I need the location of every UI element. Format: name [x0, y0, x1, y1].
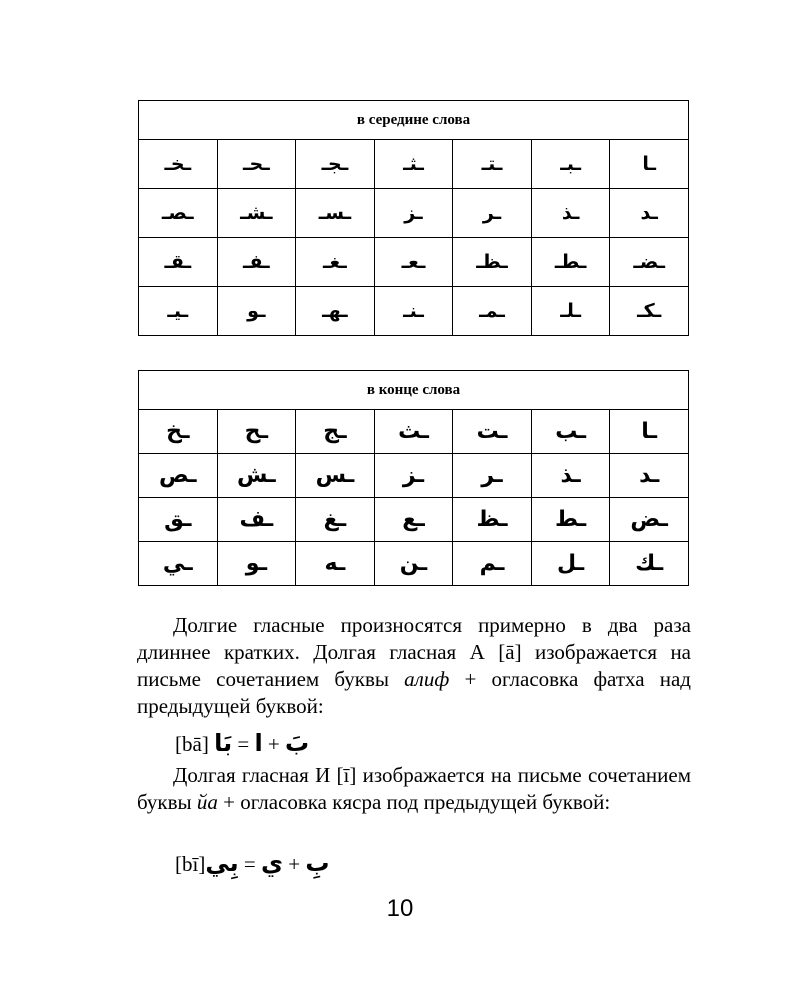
letter-cell: ـش	[217, 454, 296, 498]
letter-cell: ـضـ	[610, 238, 689, 287]
plus-sign: +	[288, 852, 301, 876]
letter-cell: ـثـ	[374, 140, 453, 189]
letter-cell: ـخـ	[139, 140, 218, 189]
formula-bi	[175, 848, 329, 879]
letter-cell: ـك	[610, 542, 689, 586]
letter-cell: ـز	[374, 454, 453, 498]
letter-cell: ـتـ	[453, 140, 532, 189]
letter-cell: ـع	[374, 498, 453, 542]
letter-cell: ـد	[610, 454, 689, 498]
letter-cell: ـسـ	[296, 189, 375, 238]
formula-part: ي	[260, 849, 283, 877]
letter-cell: ـيـ	[139, 287, 218, 336]
table-row	[139, 542, 689, 586]
letter-cell: ـن	[374, 542, 453, 586]
table-row	[139, 454, 689, 498]
table-row	[139, 140, 689, 189]
letter-cell: ـح	[217, 410, 296, 454]
letter-cell: ـز	[374, 189, 453, 238]
letter-cell: ـط	[531, 498, 610, 542]
letter-cell: ـذ	[531, 189, 610, 238]
letter-cell: ـد	[610, 189, 689, 238]
letter-cell: ـعـ	[374, 238, 453, 287]
letter-cell: ـظـ	[453, 238, 532, 287]
equals-sign: =	[237, 732, 250, 756]
long-vowel-a-paragraph	[137, 612, 691, 720]
table-row	[139, 189, 689, 238]
letter-cell: ـس	[296, 454, 375, 498]
letter-cell: ـب	[531, 410, 610, 454]
paragraph-text: Долгая гласная И [ī] изображается на письме сочетанием буквы	[137, 763, 691, 814]
letter-cell: ـق	[139, 498, 218, 542]
alif-term: алиф	[404, 667, 450, 691]
letter-cell: ـجـ	[296, 140, 375, 189]
formula-part: ا	[254, 729, 263, 757]
transcription: [bī]	[175, 852, 206, 876]
table-row	[139, 498, 689, 542]
letter-cell: ـا	[610, 140, 689, 189]
letter-cell: ـج	[296, 410, 375, 454]
letter-cell: ـصـ	[139, 189, 218, 238]
table-title: в конце слова	[139, 371, 689, 410]
letter-cell: ـكـ	[610, 287, 689, 336]
letter-cell: ـه	[296, 542, 375, 586]
letter-cell: ـص	[139, 454, 218, 498]
letter-cell: ـغ	[296, 498, 375, 542]
table-title: в середине слова	[139, 101, 689, 140]
letter-cell: ـا	[610, 410, 689, 454]
transcription: [bā]	[175, 732, 209, 756]
formula-result: بَا	[214, 729, 233, 757]
letter-cell: ـذ	[531, 454, 610, 498]
formula-part: بِ	[305, 849, 330, 877]
letter-cell: ـض	[610, 498, 689, 542]
letter-cell: ـم	[453, 542, 532, 586]
letter-cell: ـشـ	[217, 189, 296, 238]
formula-result: بِي	[205, 849, 239, 877]
table-row	[139, 238, 689, 287]
letter-cell: ـهـ	[296, 287, 375, 336]
paragraph-text: + огласовка кясра под предыдущей буквой:	[217, 790, 611, 814]
letters-middle-table	[138, 100, 689, 336]
equals-sign: =	[243, 852, 256, 876]
letter-cell: ـث	[374, 410, 453, 454]
letter-cell: ـخ	[139, 410, 218, 454]
table-row	[139, 287, 689, 336]
letter-cell: ـبـ	[531, 140, 610, 189]
plus-sign: +	[267, 732, 280, 756]
letter-cell: ـر	[453, 189, 532, 238]
letter-cell: ـنـ	[374, 287, 453, 336]
letter-cell: ـلـ	[531, 287, 610, 336]
letter-cell: ـغـ	[296, 238, 375, 287]
letter-cell: ـي	[139, 542, 218, 586]
letter-cell: ـو	[217, 542, 296, 586]
ya-term: йа	[196, 790, 218, 814]
paragraph-text: + огласовка фатха над предыдущей буквой:	[137, 667, 691, 718]
letter-cell: ـقـ	[139, 238, 218, 287]
letter-cell: ـل	[531, 542, 610, 586]
formula-ba	[175, 728, 309, 759]
letters-end-table	[138, 370, 689, 586]
paragraph-text: Долгие гласные произносятся примерно в два раза длиннее кратких. Долгая гласная А [ā] изображается на письме сочетанием буквы	[137, 613, 691, 691]
letter-cell: ـف	[217, 498, 296, 542]
letter-cell: ـر	[453, 454, 532, 498]
letter-cell: ـحـ	[217, 140, 296, 189]
table-row	[139, 410, 689, 454]
long-vowel-i-paragraph	[137, 762, 691, 816]
formula-part: بَ	[285, 729, 310, 757]
letter-cell: ـظ	[453, 498, 532, 542]
letter-cell: ـمـ	[453, 287, 532, 336]
letter-cell: ـفـ	[217, 238, 296, 287]
letter-cell: ـت	[453, 410, 532, 454]
page-number: 10	[386, 895, 414, 922]
letter-cell: ـو	[217, 287, 296, 336]
letter-cell: ـطـ	[531, 238, 610, 287]
